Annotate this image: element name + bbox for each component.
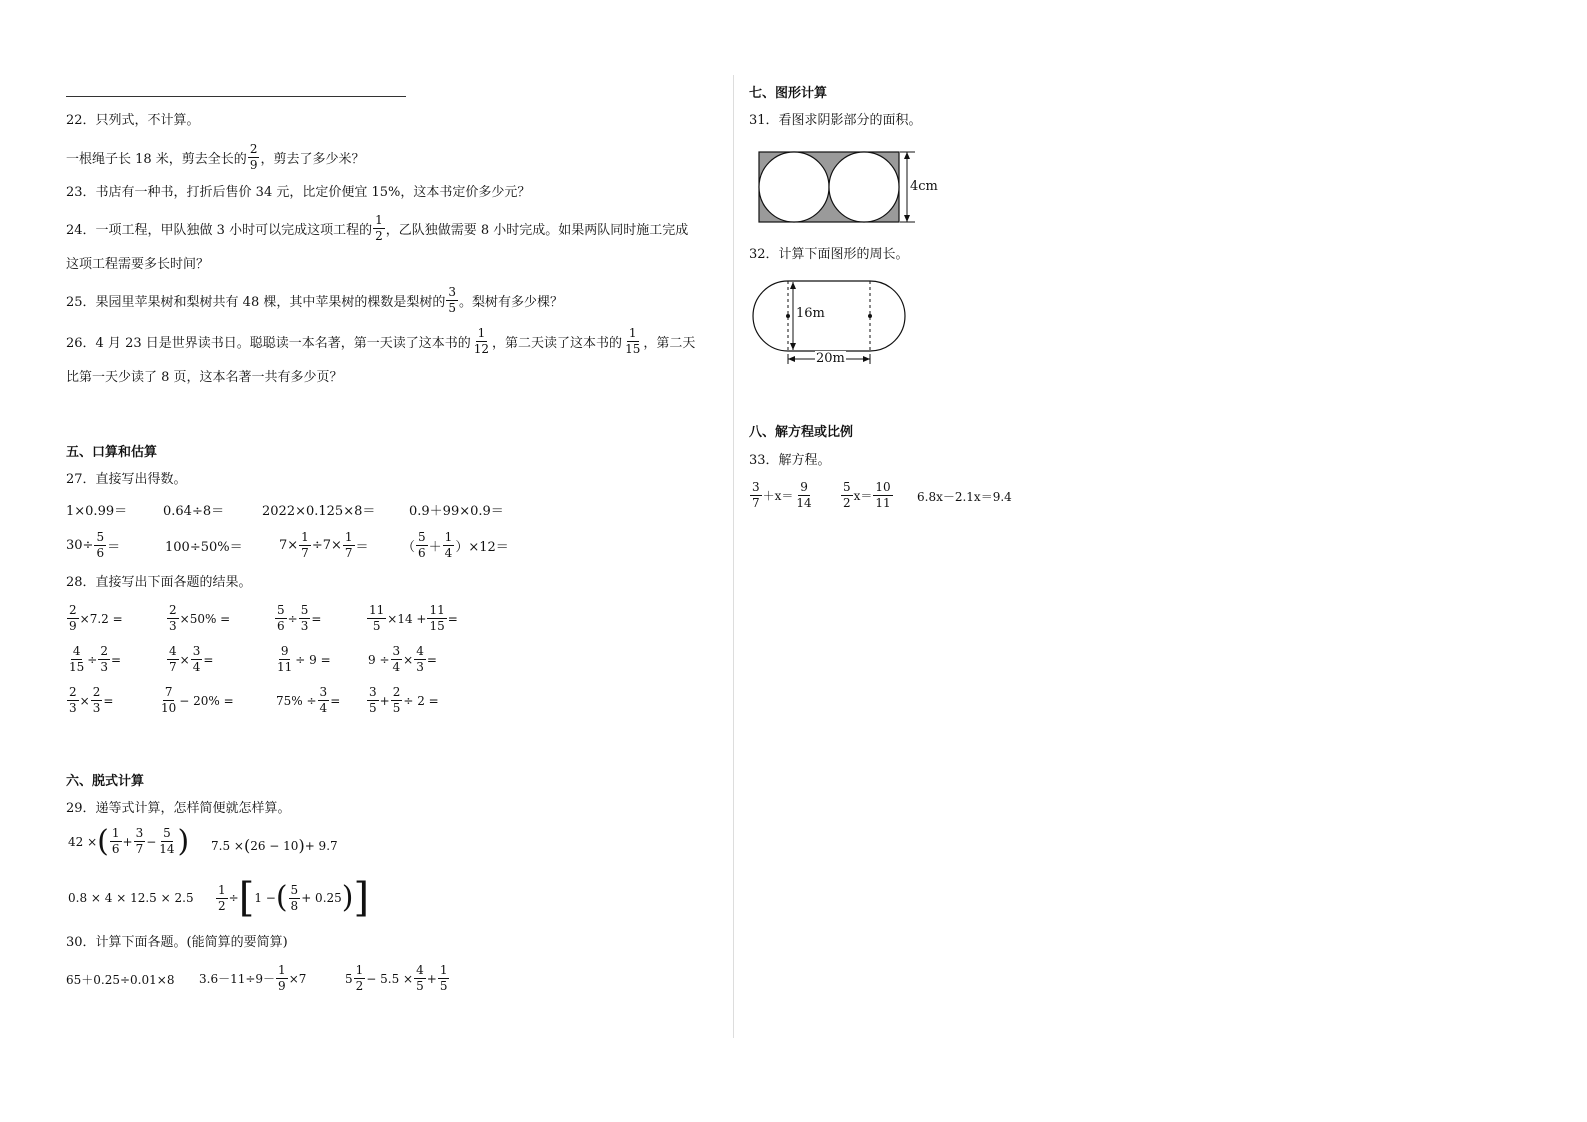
q31-title: 31．看图求阴影部分的面积。: [749, 113, 922, 128]
q22-title: 22．只列式，不计算。: [66, 113, 200, 128]
fraction: $\frac{2}{5}$: [392, 685, 401, 715]
fraction: $\frac{2}{3}$: [169, 603, 177, 633]
fraction: $\frac{9}{11}$: [277, 644, 293, 674]
q27-expr: （ $\frac{5}{6}$ ＋ $\frac{1}{4}$ ）×12＝: [402, 530, 509, 560]
fraction: $\frac{3}{7}$: [135, 826, 144, 856]
fraction: $\frac{11}{5}$: [369, 603, 385, 633]
q28-expr: $\frac{3}{5}$ + $\frac{2}{5}$ ÷ 2 =: [369, 685, 439, 715]
section-heading-7: 七、图形计算: [749, 86, 828, 101]
q33-equation: $\frac{5}{2}$ x＝ $\frac{10}{11}$: [843, 480, 891, 510]
q29-expr: $\frac{1}{2}$ ÷ [ 1 − ( $\frac{5}{8}$ + 0.25 ) ]: [218, 875, 370, 921]
width-label: 20m: [816, 351, 845, 366]
q28-expr: 75% ÷ $\frac{3}{4}$ =: [276, 685, 341, 715]
q28-expr: $\frac{2}{3}$ × $\frac{2}{3}$ =: [69, 685, 114, 715]
q33-equation: 6.8x－2.1x＝9.4: [917, 490, 1012, 504]
fraction: $\frac{2}{9}$: [249, 142, 258, 172]
q28-expr: $\frac{5}{6}$ ÷ $\frac{5}{3}$ =: [277, 603, 322, 633]
fraction: $\frac{5}{6}$: [96, 530, 105, 560]
q28-expr: $\frac{11}{5}$ ×14 + $\frac{11}{15}$ =: [369, 603, 458, 633]
q27-title: 27．直接写出得数。: [66, 472, 187, 487]
q29-expr: 0.8 × 4 × 12.5 × 2.5: [68, 891, 194, 905]
fraction: $\frac{2}{3}$: [100, 644, 108, 674]
fraction: $\frac{3}{5}$: [369, 685, 377, 715]
q32-title: 32．计算下面图形的周长。: [749, 247, 909, 262]
q33-equation: $\frac{3}{7}$ ＋x＝ $\frac{9}{14}$: [752, 480, 812, 510]
fraction: $\frac{1}{4}$: [444, 530, 453, 560]
fraction: $\frac{5}{3}$: [300, 603, 309, 633]
track-outline: [753, 281, 905, 351]
q24-text: 24．一项工程，甲队独做 3 小时可以完成这项工程的 $\frac{1}{2}$ ，乙队独做需要 8 小时完成。如果两队同时施工完成: [66, 213, 689, 243]
fraction: $\frac{1}{15}$: [625, 326, 641, 356]
fraction: $\frac{2}{3}$: [92, 685, 101, 715]
fraction: $\frac{5}{6}$: [277, 603, 285, 633]
q28-expr: 9 ÷ $\frac{3}{4}$ × $\frac{4}{3}$ =: [368, 644, 437, 674]
fraction: $\frac{11}{15}$: [429, 603, 445, 633]
fraction: $\frac{3}{5}$: [448, 285, 456, 315]
fraction: $\frac{3}{4}$: [392, 644, 401, 674]
q29-expr: 7.5 × ( 26 − 10 ) + 9.7: [211, 836, 338, 855]
q22-text: 一根绳子长 18 米，剪去全长的 $\frac{2}{9}$ ，剪去了多少米？: [66, 142, 365, 172]
fraction: $\frac{3}{7}$: [752, 480, 760, 510]
q30-title: 30．计算下面各题。(能简算的要简算): [66, 935, 288, 950]
fraction: $\frac{3}{4}$: [192, 644, 201, 674]
q27-expr: 2022×0.125×8＝: [262, 504, 376, 519]
q24-text-cont: 这项工程需要多长时间？: [66, 257, 210, 272]
fraction: $\frac{5}{14}$: [159, 826, 175, 856]
fraction: $\frac{2}{9}$: [69, 603, 77, 633]
section-heading-5: 五、口算和估算: [66, 445, 158, 460]
q29-expr: 42 × ( $\frac{1}{6}$ + $\frac{3}{7}$ − $\frac{5}{14}$ ): [68, 823, 190, 859]
fraction: $\frac{4}{3}$: [416, 644, 424, 674]
q28-title: 28．直接写出下面各题的结果。: [66, 575, 252, 590]
fraction: $\frac{2}{3}$: [69, 685, 77, 715]
section-heading-8: 八、解方程或比例: [749, 425, 854, 440]
q28-expr: $\frac{9}{11}$ ÷ 9 =: [277, 644, 331, 674]
q27-expr: 100÷50%＝: [165, 540, 243, 555]
q29-title: 29．递等式计算，怎样简便就怎样算。: [66, 801, 291, 816]
fraction: $\frac{1}{7}$: [301, 530, 309, 560]
fraction: $\frac{1}{6}$: [111, 826, 120, 856]
q26-text-cont: 比第一天少读了 8 页，这本名著一共有多少页？: [66, 370, 343, 385]
q28-expr: $\frac{4}{15}$ ÷ $\frac{2}{3}$ =: [69, 644, 122, 674]
column-divider: [733, 75, 734, 1038]
fraction: $\frac{4}{5}$: [416, 963, 424, 993]
circle-right: [829, 152, 899, 222]
q30-expr: 65＋0.25÷0.01×8: [66, 973, 175, 987]
fraction: $\frac{5}{6}$: [418, 530, 426, 560]
section-heading-6: 六、脱式计算: [66, 774, 145, 789]
fraction: $\frac{9}{14}$: [796, 480, 812, 510]
q28-expr: $\frac{2}{9}$ ×7.2 =: [69, 603, 123, 633]
fraction: $\frac{1}{12}$: [473, 326, 490, 356]
q28-expr: $\frac{7}{10}$ − 20% =: [161, 685, 234, 715]
fraction: $\frac{3}{4}$: [319, 685, 328, 715]
q27-expr: 1×0.99＝: [66, 504, 128, 519]
fraction: $\frac{4}{15}$: [69, 644, 85, 674]
fraction: $\frac{5}{8}$: [290, 882, 299, 913]
q27-expr: 0.9＋99×0.9＝: [409, 504, 504, 519]
top-rule: [66, 96, 406, 97]
dimension-label: 4cm: [910, 179, 938, 194]
fraction: $\frac{1}{2}$: [355, 963, 364, 993]
fraction: $\frac{1}{2}$: [218, 882, 226, 913]
q28-expr: $\frac{2}{3}$ ×50% =: [169, 603, 231, 633]
fraction: $\frac{5}{2}$: [843, 480, 851, 510]
q27-expr: 0.64÷8＝: [163, 504, 225, 519]
q30-expr: 3.6－11÷9－ $\frac{1}{9}$ ×7: [199, 963, 307, 993]
q28-expr: $\frac{4}{7}$ × $\frac{3}{4}$ =: [169, 644, 214, 674]
fraction: $\frac{1}{9}$: [278, 963, 286, 993]
q30-expr: 5 $\frac{1}{2}$ − 5.5 × $\frac{4}{5}$ + $\frac{1}{5}$: [345, 963, 448, 993]
circle-left: [759, 152, 829, 222]
fraction: $\frac{7}{10}$: [161, 685, 177, 715]
fraction: $\frac{10}{11}$: [875, 480, 891, 510]
q27-expr: 30÷ $\frac{5}{6}$ ＝: [66, 530, 121, 560]
q27-expr: 7× $\frac{1}{7}$ ÷7× $\frac{1}{7}$ ＝: [279, 530, 369, 560]
q26-text: 26．4 月 23 日是世界读书日。聪聪读一本名著，第一天读了这本书的 $\frac{1}{12}$ ，第二天读了这本书的 $\frac{1}{15}$ ，第二天: [66, 326, 696, 356]
fraction: $\frac{1}{5}$: [439, 963, 448, 993]
q23-text: 23．书店有一种书，打折后售价 34 元，比定价便宜 15%，这本书定价多少元？: [66, 185, 531, 200]
fraction: $\frac{4}{7}$: [169, 644, 177, 674]
height-label: 16m: [796, 306, 825, 321]
fraction: $\frac{1}{2}$: [375, 213, 383, 243]
fraction: $\frac{1}{7}$: [344, 530, 353, 560]
q25-text: 25．果园里苹果树和梨树共有 48 棵，其中苹果树的棵数是梨树的 $\frac{3}{5}$ 。梨树有多少棵？: [66, 285, 564, 315]
q33-title: 33．解方程。: [749, 453, 831, 468]
